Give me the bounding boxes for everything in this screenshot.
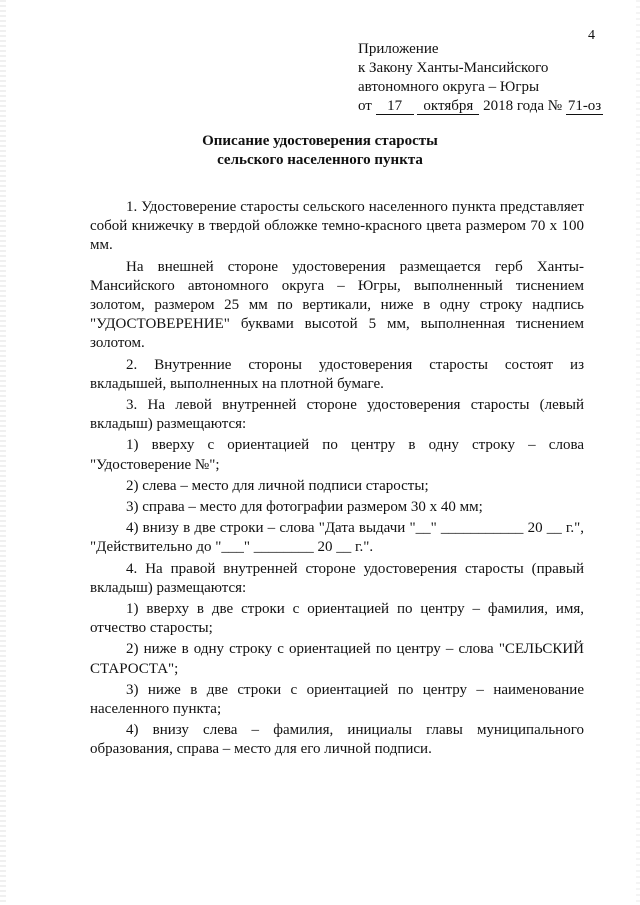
appendix-line-1: Приложение [358, 41, 439, 57]
paragraph: 3) справа – место для фотографии размером 30 х 40 мм; [126, 499, 483, 516]
page-number: 4 [588, 28, 595, 43]
paragraph: 1) вверху в две строки с ориентацией по центру – фамилия, имя, отчество старосты; [90, 601, 584, 637]
document-body [90, 198, 584, 762]
paragraph: 1. Удостоверение старосты сельского населенного пункта представляет собой книжечку в твердой обложке темно-красного цвета размером 70 х 100 мм. [90, 199, 584, 254]
paragraph: 3. На левой внутренней стороне удостоверения старосты (левый вкладыш) размещаются: [90, 397, 584, 433]
date-year: 2018 года № [483, 98, 563, 114]
paragraph: 2) слева – место для личной подписи старосты; [126, 477, 429, 494]
paragraph: 4. На правой внутренней стороне удостоверения старосты (правый вкладыш) размещаются: [90, 560, 584, 596]
appendix-date-line [358, 97, 603, 116]
paragraph: 2) ниже в одну строку с ориентацией по центру – слова "СЕЛЬСКИЙ СТАРОСТА"; [90, 641, 584, 677]
paragraph: На внешней стороне удостоверения размещается герб Ханты-Мансийского автономного округа – Югры, выполненный тиснением золотом, размером 25 мм по вертикали, ниже в одну строку надпись "УДОСТОВЕРЕНИЕ" буквами высотой 5 мм, выполненная тиснением золотом. [90, 258, 584, 352]
document-title [0, 132, 640, 170]
law-number: 71-оз [567, 98, 602, 114]
paragraph: 3) ниже в две строки с ориентацией по центру – наименование населенного пункта; [90, 681, 584, 718]
appendix-line-3: автономного округа – Югры [358, 79, 540, 95]
paragraph: 2. Внутренние стороны удостоверения старосты состоят из вкладышей, выполненных на плотной бумаге. [90, 356, 584, 392]
title-line-2: сельского населенного пункта [217, 152, 423, 168]
appendix-line-2: к Закону Ханты-Мансийского [358, 60, 549, 76]
appendix-header [358, 40, 603, 116]
date-day: 17 [376, 98, 414, 115]
paragraph: 4) внизу в две строки – слова "Дата выдачи "__" ___________ 20 __ г.", "Действительно до "___" ________ 20 __ г.". [90, 520, 584, 556]
paragraph: 1) вверху с ориентацией по центру в одну строку – слова "Удостоверение №"; [90, 437, 584, 473]
title-line-1: Описание удостоверения старосты [202, 133, 438, 149]
date-month: октября [417, 98, 479, 115]
date-prefix: от [358, 98, 372, 114]
paragraph: 4) внизу слева – фамилия, инициалы главы муниципального образования, справа – место для его личной подписи. [90, 722, 584, 758]
